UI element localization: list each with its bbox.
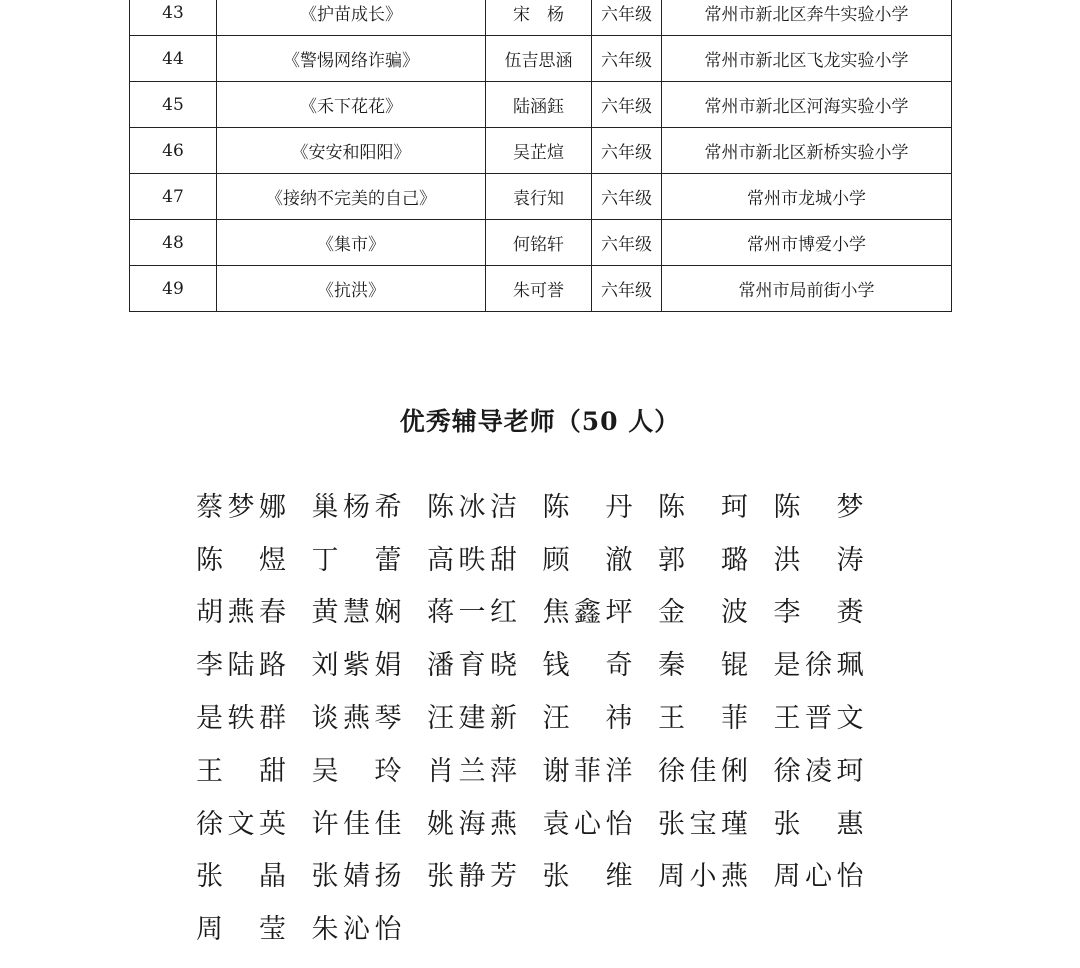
cell-title: 《警惕网络诈骗》 bbox=[217, 36, 486, 82]
cell-author: 吴芷煊 bbox=[486, 128, 592, 174]
cell-school: 常州市新北区河海实验小学 bbox=[662, 82, 952, 128]
teacher-name: 陈 梦 bbox=[773, 491, 864, 523]
teacher-name: 姚 海 燕 bbox=[427, 808, 517, 840]
cell-grade: 六年级 bbox=[592, 36, 662, 82]
teacher-name: 徐 佳 俐 bbox=[658, 755, 748, 787]
teacher-name: 谈 燕 琴 bbox=[311, 703, 402, 735]
awards-table bbox=[129, 0, 952, 312]
teacher-name: 张 晶 bbox=[196, 861, 286, 893]
cell-title: 《禾下花花》 bbox=[217, 82, 486, 128]
teacher-name: 顾 澈 bbox=[542, 544, 633, 576]
cell-author: 何铭轩 bbox=[486, 220, 592, 266]
cell-grade: 六年级 bbox=[592, 128, 662, 174]
cell-title: 《接纳不完美的自己》 bbox=[217, 174, 486, 220]
teacher-name: 巢 杨 希 bbox=[311, 491, 402, 523]
teacher-name: 郭 璐 bbox=[658, 544, 748, 576]
cell-no: 46 bbox=[130, 128, 217, 174]
teacher-name: 徐 文 英 bbox=[196, 808, 286, 840]
teacher-name: 潘 育 晓 bbox=[427, 650, 517, 682]
table-row bbox=[130, 220, 952, 266]
cell-title: 《护苗成长》 bbox=[217, 0, 486, 36]
teacher-name: 王 甜 bbox=[196, 755, 286, 787]
table-row bbox=[130, 174, 952, 220]
teacher-name: 徐 凌 珂 bbox=[773, 755, 864, 787]
teacher-name: 吴 玲 bbox=[311, 755, 402, 787]
teacher-name: 胡 燕 春 bbox=[196, 597, 286, 629]
section-title: 优秀辅导老师（50 人） bbox=[399, 407, 681, 436]
cell-school: 常州市博爱小学 bbox=[662, 220, 952, 266]
cell-grade: 六年级 bbox=[592, 0, 662, 36]
cell-no: 47 bbox=[130, 174, 217, 220]
teacher-name: 是 轶 群 bbox=[196, 703, 286, 735]
teacher-name: 王 菲 bbox=[658, 703, 748, 735]
table-row bbox=[130, 82, 952, 128]
cell-grade: 六年级 bbox=[592, 174, 662, 220]
teacher-name: 周 莹 bbox=[196, 914, 286, 946]
teacher-name: 陈 煜 bbox=[196, 544, 286, 576]
teacher-name: 金 波 bbox=[658, 597, 748, 629]
table-row bbox=[130, 128, 952, 174]
teacher-name: 李 陆 路 bbox=[196, 650, 286, 682]
teacher-name: 高 昳 甜 bbox=[427, 544, 517, 576]
teacher-name: 秦 锟 bbox=[658, 650, 748, 682]
cell-school: 常州市局前街小学 bbox=[662, 266, 952, 312]
cell-no: 43 bbox=[130, 0, 217, 36]
cell-no: 45 bbox=[130, 82, 217, 128]
teacher-name: 陈 冰 洁 bbox=[427, 491, 517, 523]
teacher-name: 王 晋 文 bbox=[773, 703, 864, 735]
table-row bbox=[130, 0, 952, 36]
teacher-name: 许 佳 佳 bbox=[311, 808, 402, 840]
teacher-name: 谢 菲 洋 bbox=[542, 755, 633, 787]
teacher-name: 刘 紫 娟 bbox=[311, 650, 402, 682]
table-row bbox=[130, 36, 952, 82]
cell-author: 宋 杨 bbox=[486, 0, 592, 36]
cell-grade: 六年级 bbox=[592, 266, 662, 312]
cell-title: 《安安和阳阳》 bbox=[217, 128, 486, 174]
teacher-name: 张 静 芳 bbox=[427, 861, 517, 893]
table-row bbox=[130, 266, 952, 312]
teacher-name: 汪 祎 bbox=[542, 703, 633, 735]
teacher-name: 肖 兰 萍 bbox=[427, 755, 517, 787]
teacher-name: 张 惠 bbox=[773, 808, 864, 840]
teacher-name: 张 维 bbox=[542, 861, 633, 893]
teacher-name: 汪 建 新 bbox=[427, 703, 517, 735]
cell-grade: 六年级 bbox=[592, 82, 662, 128]
cell-school: 常州市龙城小学 bbox=[662, 174, 952, 220]
cell-school: 常州市新北区飞龙实验小学 bbox=[662, 36, 952, 82]
cell-no: 48 bbox=[130, 220, 217, 266]
cell-author: 袁行知 bbox=[486, 174, 592, 220]
teacher-name: 蔡 梦 娜 bbox=[196, 491, 286, 523]
teacher-name: 焦 鑫 坪 bbox=[542, 597, 633, 629]
cell-no: 44 bbox=[130, 36, 217, 82]
teacher-name: 张 婧 扬 bbox=[311, 861, 402, 893]
teacher-name: 丁 蕾 bbox=[311, 544, 402, 576]
cell-author: 伍吉思涵 bbox=[486, 36, 592, 82]
teacher-name: 袁 心 怡 bbox=[542, 808, 633, 840]
awards-table-body bbox=[130, 0, 952, 312]
teacher-name: 李 赉 bbox=[773, 597, 864, 629]
cell-school: 常州市新北区奔牛实验小学 bbox=[662, 0, 952, 36]
teacher-list bbox=[196, 478, 896, 953]
cell-no: 49 bbox=[130, 266, 217, 312]
teacher-name: 陈 珂 bbox=[658, 491, 748, 523]
teacher-name: 陈 丹 bbox=[542, 491, 633, 523]
cell-school: 常州市新北区新桥实验小学 bbox=[662, 128, 952, 174]
teacher-name: 洪 涛 bbox=[773, 544, 864, 576]
teacher-name: 钱 奇 bbox=[542, 650, 633, 682]
cell-title: 《集市》 bbox=[217, 220, 486, 266]
teacher-name: 张 宝 瑾 bbox=[658, 808, 748, 840]
cell-author: 陆涵鈺 bbox=[486, 82, 592, 128]
teacher-name: 是 徐 珮 bbox=[773, 650, 864, 682]
teacher-name: 黄 慧 娴 bbox=[311, 597, 402, 629]
cell-author: 朱可誉 bbox=[486, 266, 592, 312]
teacher-name: 周 心 怡 bbox=[773, 861, 864, 893]
cell-title: 《抗洪》 bbox=[217, 266, 486, 312]
teacher-name: 朱 沁 怡 bbox=[311, 914, 402, 946]
cell-grade: 六年级 bbox=[592, 220, 662, 266]
teacher-name: 周 小 燕 bbox=[658, 861, 748, 893]
teacher-name: 蒋 一 红 bbox=[427, 597, 517, 629]
